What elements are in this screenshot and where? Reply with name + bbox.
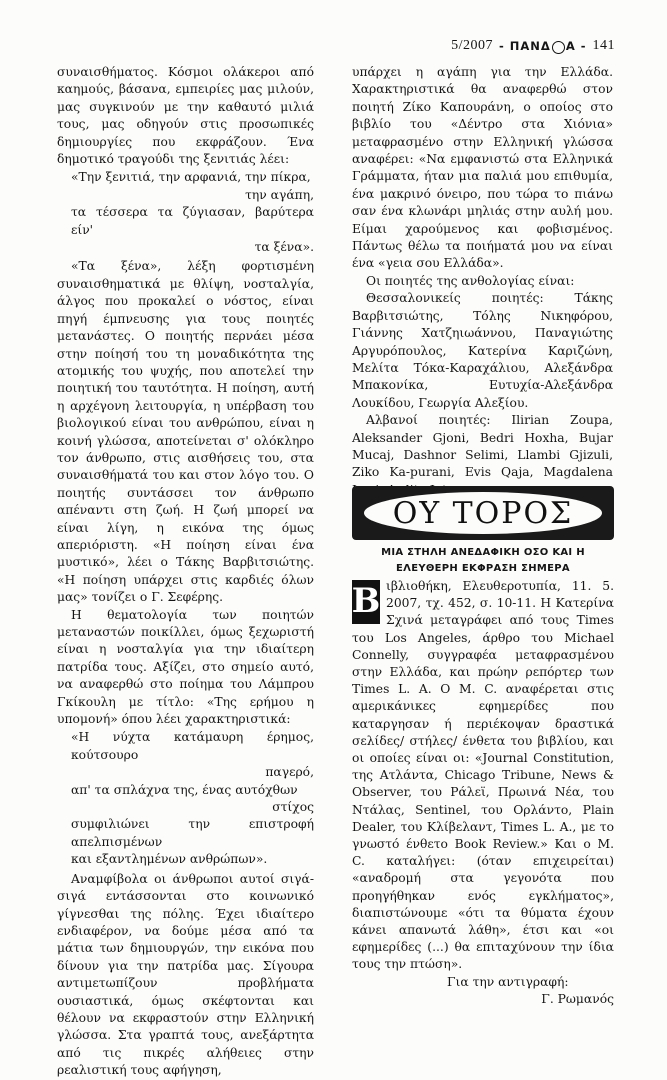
logo-circle-icon: [552, 41, 565, 54]
paragraph: Θεσσαλονικείς ποιητές: Τάκης Βαρβιτσιώτης, Τόλης Νικηφόρου, Γιάννης Χατζηιωάννου, Παναγιώτης Αργυρόπουλος, Κατερίνα Καριζώνη, Μελίτα Τόκα-Καραχάλιου, Αλεξάνδρα Μπακονίκα, Ευτυχία-Αλεξάνδρα Λουκίδου, Γεωργία Αλεξίου.: [352, 291, 613, 410]
paragraph: Η θεματολογία των ποιητών μεταναστών ποικίλλει, όμως ξεχωριστή είναι η νοσταλγία για την ιδιαίτερη πατρίδα τους. Αξίζει, στο σημείο αυτό, να αναφερθώ στο ποίημα του Λάμπρου Γκίκουλη με τίτλο: «Της ερήμου η υπομονή» όπου λέει χαρακτηριστικά:: [57, 607, 314, 727]
paragraph: Οι ποιητές της ανθολογίας είναι:: [366, 273, 575, 288]
paragraph: συναισθήματος. Κόσμοι ολάκεροι από καημούς, βάσανα, εμπειρίες μας μιλούν, μας συγκινούν με την καθαυτό μιλιά τους, μας οδηγούν στις προσωπικές δημιουργίες που εκφράζουν. Ένα δημοτικό τραγούδι της ξενιτιάς λέει:: [57, 65, 314, 167]
page-number: 141: [592, 38, 615, 53]
copy-note: Για την αντιγραφή:: [447, 974, 569, 989]
column-banner: [352, 486, 614, 540]
paragraph: Αναμφίβολα οι άνθρωποι αυτοί σιγά- σιγά εντάσσονται στο κοινωνικό γίγνεσθαι της πόλης. Έχει ιδιαίτερο ενδιαφέρον, να δούμε μέσα από τα μάτια των δημιουργών, την εικόνα που δίνουν για την πατρίδα μας. Σίγουρα αντιμετωπίζουν προβλήματα ουσιαστικά, όμως σκέφτονται και θέλουν να εκφραστούν στην Ελληνική γλώσσα. Στα γραπτά τους, ανεξάρτητα από τις πικρές αλήθειες στην ρεαλιστική τους αφήγηση,: [57, 871, 314, 1078]
right-column: [352, 64, 613, 499]
paragraph: υπάρχει η αγάπη για την Ελλάδα. Χαρακτηριστικά θα αναφερθώ στον ποιητή Ζίκο Καπουράνη, ο οποίος στο βιβλίο του «Δέντρο στα Χιόνια» μεταφρασμένο στην Ελληνική γλώσσα αναφέρει: «Να εμφανιστώ στα Ελληνικά Γράμματα, ήταν μια παλιά μου επιθυμία, ένα μακρινό όνειρο, που τώρα το πιάνω σαν ένα κλωνάρι μηλιάς στην αυλή μου. Είμαι χαρούμενος και φοβισμένος. Πάντως θέλω τα ποιήματά μου να είναι ένα «γεια σου Ελλάδα».: [352, 65, 613, 271]
issue-number: 5/2007: [451, 38, 493, 53]
left-column: [57, 64, 314, 1080]
article-body: [352, 578, 614, 1008]
banner-subtitle: ΜΙΑ ΣΤΗΛΗ ΑΝΕΔΑΦΙΚΗ ΟΣΟ ΚΑΙ Η ΕΛΕΥΘΕΡΗ ΕΚΦΡΑΣΗ ΣΗΜΕΡΑ: [381, 547, 585, 574]
banner-title: ΟΥ ΤΟΡΟΣ: [364, 492, 602, 534]
signature: Γ. Ρωμανός: [541, 991, 614, 1006]
poem-quote: «Η νύχτα κατάμαυρη έρημος, κούτσουρο παγερό, απ' τα σπλάχνα της, ένας αυτόχθων στίχος συμφιλιώνει την επιστροφή απελπισμένων και εξαντλημένων ανθρώπων».: [71, 730, 314, 867]
page-header: [451, 38, 615, 54]
folk-song-quote: «Την ξενιτιά, την αρφανιά, την πίκρα, την αγάπη, τα τέσσερα τα ζύγιασαν, βαρύτερα είν' τα ξένα».: [71, 170, 314, 255]
magazine-logo: - ΠΑΝΔ Α -: [498, 39, 587, 53]
paragraph: «Τα ξένα», λέξη φορτισμένη συναισθηματικά με θλίψη, νοσταλγία, άλγος που προκαλεί ο νόστος, είναι πηγή έμπνευσης για τους ποιητές μετανάστες. Ο ποιητής περνάει μέσα στην ποίησή του τη μοναδικότητα της ατομικής του ψυχής, που αποτελεί την ποιητική του ταυτότητα. Η ποίηση, αυτή η αρχέγονη λειτουργία, η υπέρβαση του βιολογικού είναι του ανθρώπου, είναι η κοινή γλώσσα, αποτείνεται σ' ολόκληρο τον άνθρωπο, στις αισθήσεις του, στα συναισθήματά του και στον λόγο του. Ο ποιητής συντάσσει τον άνθρωπο απέναντι στη ζωή. Η ζωή μπορεί να είναι λίγη, η εικόνα της όμως απεριόριστη. «Η ποίηση είναι ένα μυστικό», λέει ο Τάκης Βαρβιτσιώτης. «Η ποίηση υπάρχει στις καρδιές όλων μας» τονίζει ο Γ. Σεφέρης.: [57, 259, 314, 605]
drop-cap: Β: [352, 580, 380, 624]
article-text: ιβλιοθήκη, Ελευθεροτυπία, 11. 5. 2007, τχ. 452, σ. 10-11. Η Κατερίνα Σχινά μεταγράφει από τους Times του Los Angeles, άρθρο του Michael Connelly, συγγραφέα μεταφρασμένου στην Ελλάδα, και πρώην ρεπόρτερ των Times L. A. O M. C. αναφέρεται στις αμερικάνικες εφημερίδες που καταργησαν ή περιέκοψαν δραστικά σελίδες/ στήλες/ ένθετα του βιβλίου, και οι οποίες είναι οι: «Journal Constitution, της Ατλάντα, Chicago Tribune, News & Observer, του Ράλεϊ, Πρωινά Νέα, του Ντάλας, Sentinel, του Ορλάντο, Plain Dealer, του Κλίβελαντ, Times L. A., με το γνωστό ένθετο Book Review.» Και ο M. C. καταλήγει: (όταν επιχειρείται) «αναδρομή στα γεγονότα που προηγήθηκαν ενός εγκλήματος», διαπιστώνουμε «ότι τα θύματα έχουν κάνει απανωτά λάθη», έτσι και «οι εφημερίδες (...) θα επιταχύνουν την ίδια τους την πτώση».: [352, 579, 614, 972]
paragraph: Αλβανοί ποιητές: Ilirian Zoupa, Aleksander Gjoni, Bedri Hoxha, Bujar Mucaj, Dashnor Selimi, Llambi Gjizuli, Ziko Ka-purani, Evis Qaja, Magdalena: [352, 413, 613, 480]
